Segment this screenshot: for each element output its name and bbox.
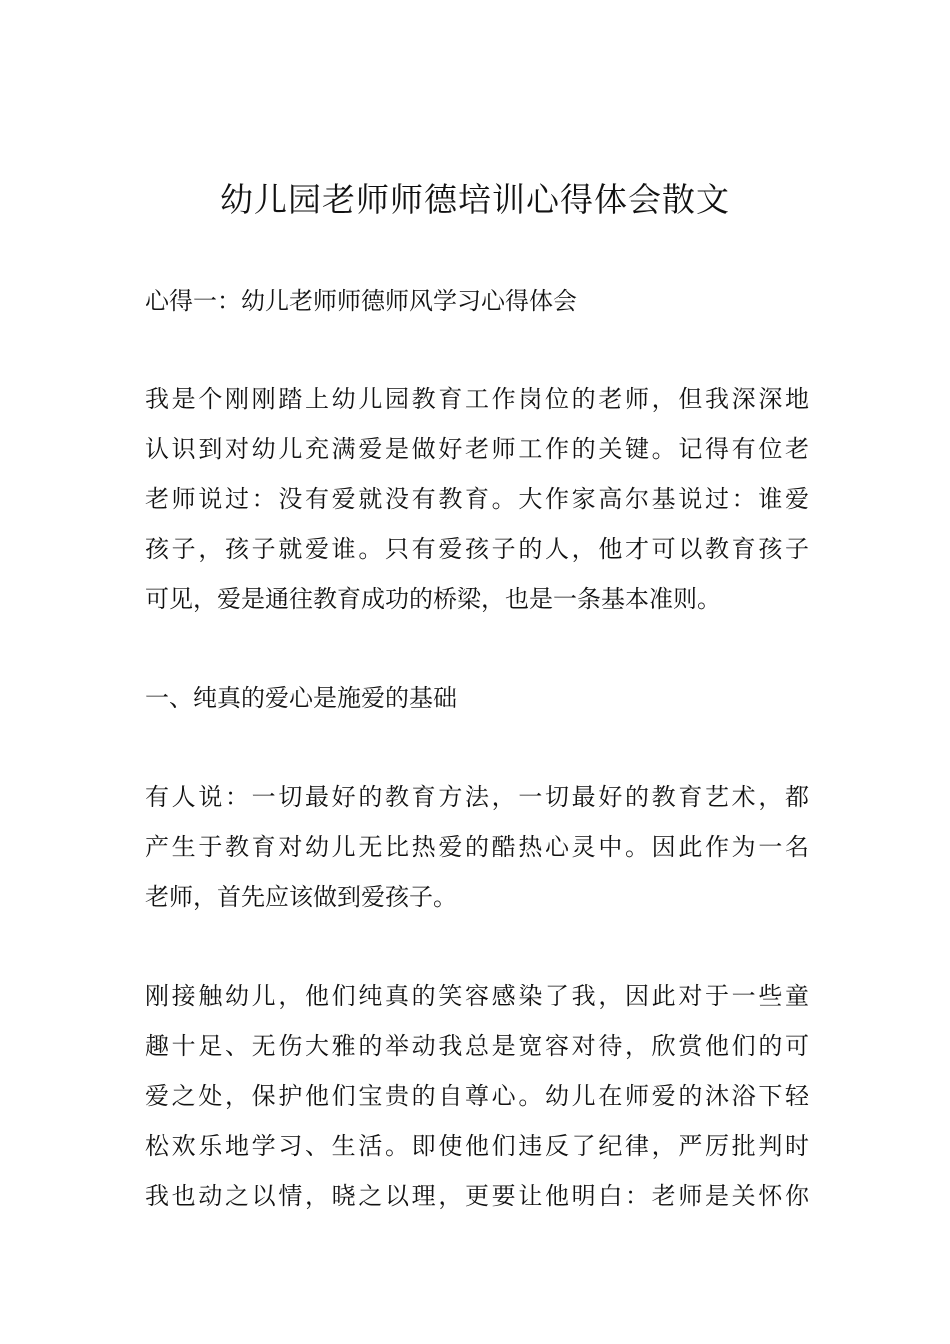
- paragraph-line: 爱之处，保护他们宝贵的自尊心。幼儿在师爱的沐浴下轻: [145, 1082, 809, 1110]
- paragraph-1: [145, 374, 809, 624]
- paragraph-line: 可见，爱是通往教育成功的桥梁，也是一条基本准则。: [145, 585, 721, 613]
- paragraph-line: 产生于教育对幼儿无比热爱的酷热心灵中。因此作为一名: [145, 833, 809, 861]
- paragraph-2: [145, 772, 809, 922]
- paragraph-line: 老师，首先应该做到爱孩子。: [145, 883, 457, 911]
- paragraph-line: 松欢乐地学习、生活。即使他们违反了纪律，严厉批判时: [145, 1132, 809, 1160]
- document-title: 幼儿园老师师德培训心得体会散文: [220, 180, 730, 219]
- paragraph-line: 有人说：一切最好的教育方法，一切最好的教育艺术，都: [145, 783, 809, 811]
- paragraph-line: 认识到对幼儿充满爱是做好老师工作的关键。记得有位老: [145, 435, 809, 463]
- paragraph-line: 刚接触幼儿，他们纯真的笑容感染了我，因此对于一些童: [145, 982, 809, 1010]
- paragraph-3: [145, 971, 809, 1221]
- paragraph-line: 老师说过：没有爱就没有教育。大作家高尔基说过：谁爱: [145, 485, 809, 513]
- paragraph-line: 孩子，孩子就爱谁。只有爱孩子的人，他才可以教育孩子: [145, 535, 809, 563]
- section-heading: 一、纯真的爱心是施爱的基础: [145, 684, 457, 712]
- subtitle-heading: 心得一：幼儿老师师德师风学习心得体会: [145, 287, 577, 315]
- paragraph-line: 我是个刚刚踏上幼儿园教育工作岗位的老师，但我深深地: [145, 385, 809, 413]
- paragraph-line: 我也动之以情，晓之以理，更要让他明白：老师是关怀你: [145, 1182, 809, 1210]
- paragraph-line: 趣十足、无伤大雅的举动我总是宽容对待，欣赏他们的可: [145, 1032, 809, 1060]
